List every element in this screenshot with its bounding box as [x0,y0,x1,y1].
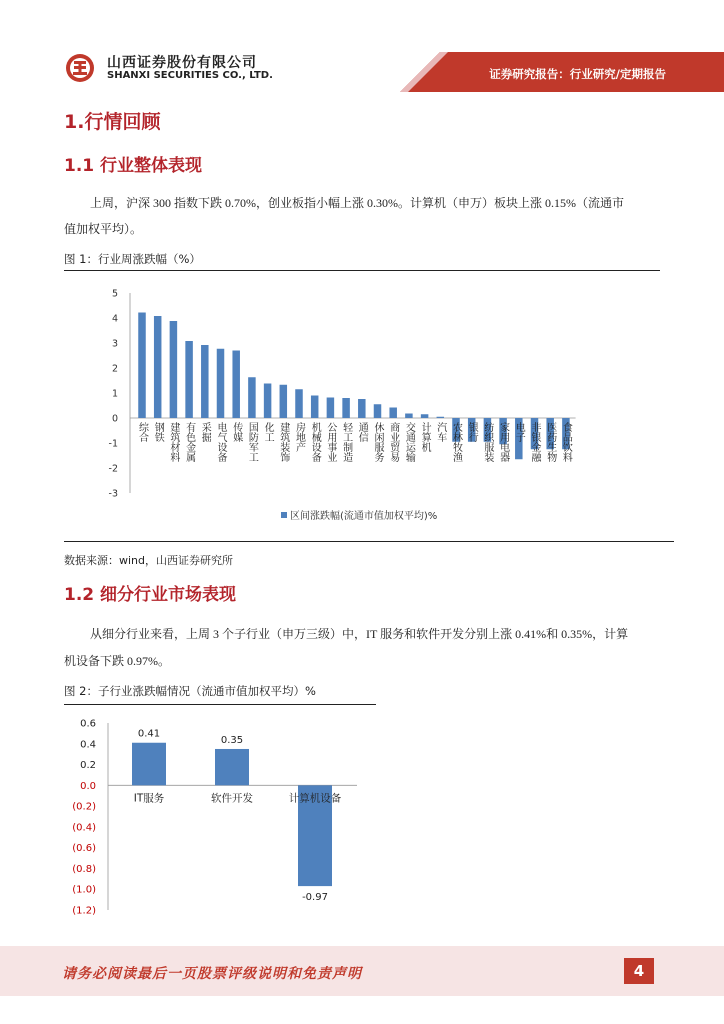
page-number: 4 [624,958,654,984]
report-type-label: 证券研究报告：行业研究/定期报告 [489,67,666,81]
chart-1-labels [137,421,573,463]
figure-1-source: 数据来源：wind，山西证券研究所 [64,554,234,567]
chart-2-y-tick: (1.2) [72,905,96,917]
paragraph-2-line-1: 从细分行业来看，上周 3 个子行业（申万三级）中，IT 服务和软件开发分别上涨 0.41%和 0.35%，计算 [90,627,629,641]
chart-1-category-label: 医药生物 [544,422,556,462]
figure-1-caption: 图 1：行业周涨跌幅（%） [64,252,201,266]
chart-1-bar [138,313,146,419]
chart-2-y-tick: (0.8) [72,863,96,875]
chart-2-bar [215,749,249,785]
seal-logo-icon [64,52,104,84]
figure-2-top-rule [64,704,376,705]
chart-1-bar [358,399,366,418]
chart-1-bar [295,389,303,418]
chart-2-y-tick: (0.4) [72,822,96,834]
footer-disclaimer: 请务必阅读最后一页股票评级说明和免责声明 [62,966,362,982]
chart-1-y-tick: -3 [108,488,118,500]
chart-1-category-label: 建筑装饰 [277,422,289,462]
chart-1-category-label: 电气设备 [215,422,226,462]
chart-2-bar [132,743,166,786]
chart-1 [64,275,660,537]
chart-1-bar [170,321,178,418]
chart-2-bars [132,743,332,886]
chart-1-y-tick: 0 [111,413,118,425]
company-name-cn: 山西证券股份有限公司 [107,55,257,71]
chart-1-y-tick: 5 [111,288,118,300]
chart-1-bar [185,341,193,418]
chart-1-y-tick: 4 [111,313,118,325]
section-title-1-1: 1.1 行业整体表现 [64,156,203,176]
chart-2-data-label: 0.41 [137,728,161,740]
chart-1-category-label: 国防军工 [246,422,258,462]
chart-2-y-tick: 0.0 [80,780,96,792]
chart-2-y-tick: (1.0) [72,884,96,896]
chart-1-bar [248,377,256,418]
chart-1-category-label: 银行 [466,422,478,442]
chart-1-bar [264,384,272,419]
figure-1-bottom-rule [64,541,674,542]
legend-swatch [281,512,287,518]
chart-1-category-label: 休闲服务 [372,422,383,462]
chart-1-category-label: 机械设备 [309,422,321,462]
chart-1-y-tick: 2 [111,363,118,375]
chart-1-bar [374,404,382,418]
chart-1-bar [389,408,397,419]
chart-1-category-label: 有色金属 [183,422,195,462]
chart-1-bar [217,349,225,418]
chart-2-y-tick: 0.6 [80,718,96,730]
company-name-en: SHANXI SECURITIES CO., LTD. [107,70,273,81]
section-title-1-2: 1.2 细分行业市场表现 [64,585,237,605]
chart-1-category-label: 食品饮料 [560,422,572,462]
chart-1-category-label: 钢铁 [152,422,164,442]
chart-1-category-label: 通信 [356,422,368,442]
chart-1-bar [437,417,445,418]
figure-2-caption: 图 2：子行业涨跌幅情况（流通市值加权平均）% [64,684,316,698]
section-title-1: 1.行情回顾 [64,111,161,133]
chart-1-category-label: 非银金融 [529,422,540,462]
chart-1-category-label: 农林牧渔 [450,422,462,462]
chart-1-category-label: 家用电器 [497,422,509,462]
chart-2-data-label: -0.97 [302,892,328,904]
paragraph-1-line-1: 上周，沪深 300 指数下跌 0.70%，创业板指小幅上涨 0.30%。计算机（申万）板块上涨 0.15%（流通市 [90,196,624,210]
chart-2-y-tick: 0.2 [80,760,96,772]
chart-2-y-tick: (0.2) [72,801,96,813]
chart-1-category-label: 综合 [136,422,148,442]
chart-1-bar [311,396,319,419]
chart-1-bar [154,316,162,418]
chart-1-bar [421,414,429,418]
chart-1-y-tick: -2 [108,463,118,475]
chart-1-category-label: 计算机 [419,422,431,452]
paragraph-1-line-2: 值加权平均）。 [64,222,143,236]
chart-1-category-label: 电子 [513,422,525,442]
chart-1-y-tick: 3 [111,338,118,350]
chart-1-category-label: 传媒 [230,422,242,442]
chart-2-y-tick: 0.4 [80,739,96,751]
chart-1-bar [201,345,209,418]
chart-1-category-label: 公用事业 [324,422,336,462]
chart-1-axis [109,289,576,500]
chart-2-category-label: 软件开发 [211,792,253,805]
paragraph-2-line-2: 机设备下跌 0.97%。 [64,654,170,668]
chart-2-y-tick: (0.6) [72,843,96,855]
chart-1-category-label: 建筑材料 [167,422,179,462]
chart-1-bar [280,385,288,418]
chart-2 [64,710,394,924]
chart-1-bar [405,414,413,419]
figure-1-top-rule [64,270,660,271]
chart-1-bar [342,398,350,418]
chart-1-category-label: 房地产 [293,422,305,452]
chart-1-bar [327,398,335,419]
chart-1-bar [232,351,240,419]
chart-2-data-label: 0.35 [220,734,244,746]
chart-1-category-label: 纺织服装 [481,422,493,462]
chart-1-y-tick: 1 [111,388,118,400]
chart-1-y-tick: -1 [108,438,118,450]
chart-1-category-label: 商业贸易 [387,422,399,462]
chart-1-category-label: 采掘 [199,422,211,442]
chart-1-category-label: 化工 [262,422,274,442]
company-logo [64,52,104,84]
chart-1-category-label: 交通运输 [403,422,415,462]
chart-2-category-label: IT服务 [133,792,165,805]
legend-label: 区间涨跌幅(流通市值加权平均)% [290,511,438,522]
chart-1-category-label: 汽车 [434,422,446,442]
chart-1-category-label: 轻工制造 [340,422,352,462]
chart-2-category-label: 计算机设备 [288,792,342,805]
